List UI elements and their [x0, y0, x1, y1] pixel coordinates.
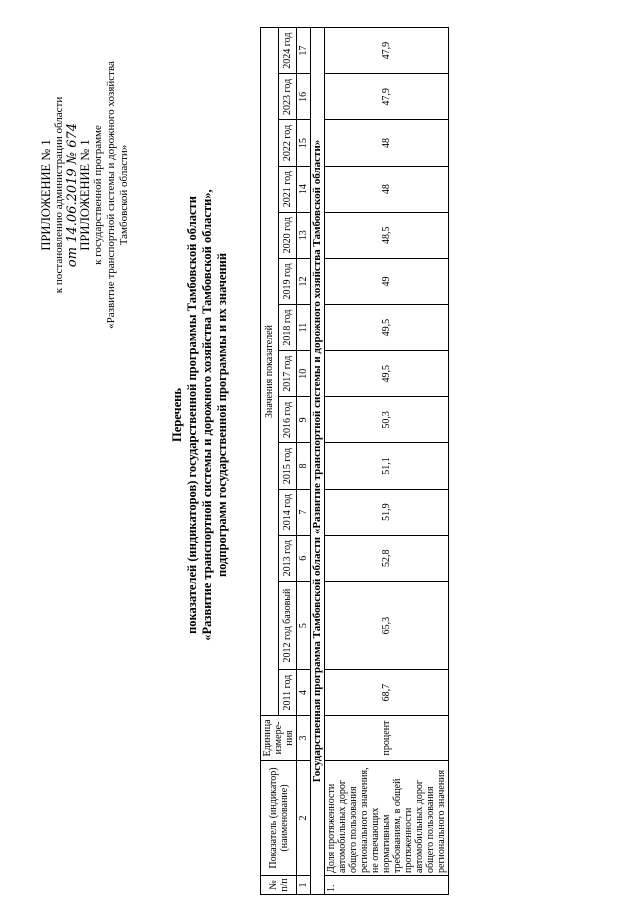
- section-row: [311, 28, 325, 895]
- year-header: 2017 год: [279, 351, 297, 397]
- row-value: 47,9: [325, 74, 449, 120]
- row-value: 65,3: [325, 581, 449, 669]
- year-header: 2016 год: [279, 397, 297, 443]
- section-title: Государственная программа Тамбовской области «Развитие транспортной системы и дорожного хозяйства Тамбовской области»: [311, 28, 325, 895]
- col-number: 11: [297, 305, 311, 351]
- year-header: 2015 год: [279, 443, 297, 489]
- col-number: 10: [297, 351, 311, 397]
- header-values: Значения показателей: [261, 28, 279, 716]
- row-value: 52,8: [325, 535, 449, 581]
- year-header: 2019 год: [279, 258, 297, 304]
- program-name-line-1: «Развитие транспортной системы и дорожного хозяйства: [105, 61, 117, 329]
- title-line-1: Перечень: [170, 388, 184, 442]
- row-value: 48: [325, 166, 449, 212]
- col-number: 1: [297, 876, 311, 895]
- year-header: 2023 год: [279, 74, 297, 120]
- handwritten-date: от 14.06.2019 № 674: [65, 122, 80, 268]
- row-value: 48,5: [325, 212, 449, 258]
- program-name-line-2: Тамбовской области»: [118, 144, 130, 246]
- col-number: 14: [297, 166, 311, 212]
- row-value: 47,9: [325, 28, 449, 74]
- appendix-title-2: ПРИЛОЖЕНИЕ № 1: [78, 139, 92, 251]
- indicators-table: [260, 27, 449, 895]
- col-number: 13: [297, 212, 311, 258]
- col-number: 2: [297, 761, 311, 876]
- program-reference: к государственной программе: [92, 125, 104, 265]
- year-header: 2024 год: [279, 28, 297, 74]
- row-value: 51,9: [325, 489, 449, 535]
- appendix-title: ПРИЛОЖЕНИЕ № 1: [39, 139, 53, 251]
- col-number: 17: [297, 28, 311, 74]
- year-header: 2021 год: [279, 166, 297, 212]
- year-header: 2013 год: [279, 535, 297, 581]
- col-number: 6: [297, 535, 311, 581]
- row-number: 1.: [325, 876, 449, 895]
- year-header: 2011 год: [279, 670, 297, 716]
- row-value: 50,3: [325, 397, 449, 443]
- col-number: 8: [297, 443, 311, 489]
- document-title: [170, 105, 230, 725]
- title-line-4: подпрограмм государственной программы и их значений: [215, 252, 229, 578]
- row-indicator-name: Доля протяженности автомобильных дорог общего пользования регионального значения, не отвечающих нормативным требованиям, в общей протяженности автомобильных дорог общего пользования регионального значения: [325, 761, 449, 876]
- year-header: 2014 год: [279, 489, 297, 535]
- row-value: 68,7: [325, 670, 449, 716]
- col-number: 4: [297, 670, 311, 716]
- header-unit: Единица измере-ния: [261, 716, 297, 761]
- row-value: 48: [325, 120, 449, 166]
- col-number: 12: [297, 258, 311, 304]
- column-numbers-row: [297, 28, 311, 895]
- row-value: 49,5: [325, 305, 449, 351]
- col-number: 9: [297, 397, 311, 443]
- title-line-3: «Развитие транспортной системы и дорожного хозяйства Тамбовской области»,: [200, 189, 214, 641]
- appendix-header: [40, 30, 131, 360]
- row-unit: процент: [325, 716, 449, 761]
- year-header: 2018 год: [279, 305, 297, 351]
- col-number: 15: [297, 120, 311, 166]
- header-name: Показатель (индикатор) (наименование): [261, 761, 297, 876]
- appendix-reference: к постановлению администрации области: [53, 96, 65, 294]
- year-header: 2012 год базовый: [279, 581, 297, 669]
- col-number: 5: [297, 581, 311, 669]
- title-line-2: показателей (индикаторов) государственной программы Тамбовской области: [185, 196, 199, 634]
- row-value: 51,1: [325, 443, 449, 489]
- row-value: 49: [325, 258, 449, 304]
- table-row: [325, 28, 449, 895]
- col-number: 3: [297, 716, 311, 761]
- col-number: 16: [297, 74, 311, 120]
- col-number: 7: [297, 489, 311, 535]
- year-header: 2020 год: [279, 212, 297, 258]
- year-header: 2022 год: [279, 120, 297, 166]
- row-value: 49,5: [325, 351, 449, 397]
- header-num: № п/п: [261, 876, 297, 895]
